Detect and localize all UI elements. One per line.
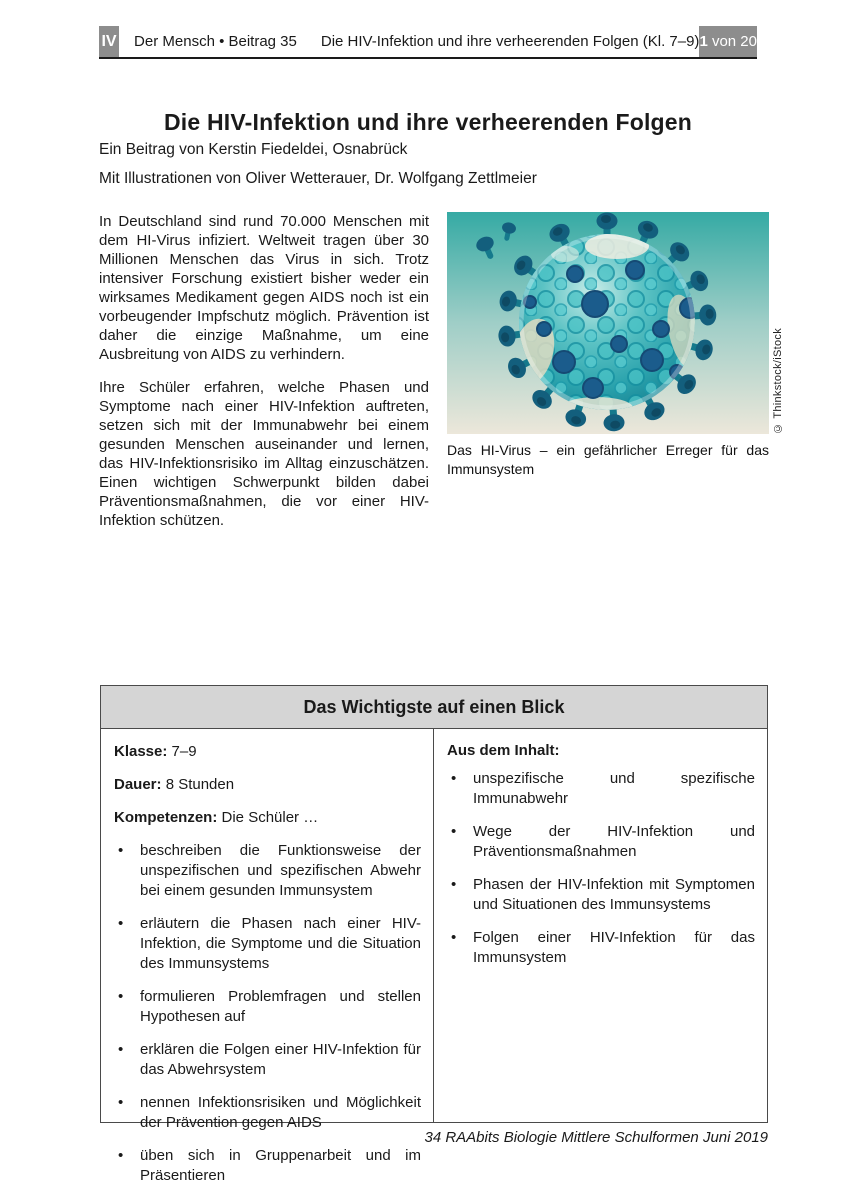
byline: Ein Beitrag von Kerstin Fiedeldei, Osnabrück [99,141,408,158]
page-number: 1 [699,33,708,50]
virus-image [447,212,784,434]
running-head [99,26,757,59]
virus-illustration [447,212,769,434]
overview-right-column [434,729,767,1122]
bullet-icon: • [118,1041,124,1058]
overview-box-title: Das Wichtigste auf einen Blick [101,686,767,729]
page-count-badge [699,26,757,57]
bullet-icon: • [451,929,457,946]
bullet-icon: • [118,988,124,1005]
bullet-icon: • [118,1094,124,1111]
bullet-icon: • [118,915,124,932]
overview-left-column [101,729,434,1184]
section-badge: IV [99,26,119,57]
dauer-label: Dauer: [114,776,162,793]
bullet-icon: • [451,823,457,840]
competency-item: • beschreiben die Funktionsweise der unspezifischen und spezifischen Abwehr bei einem gesunden Immunsystem [118,842,421,899]
dauer-row [114,775,421,795]
content-item: • Phasen der HIV-Infektion mit Symptomen und Situationen des Immunsystems [451,876,755,913]
bullet-icon: • [118,842,124,859]
kompetenzen-value: Die Schüler … [221,809,319,826]
competency-item: • erläutern die Phasen nach einer HIV-Infektion, die Symptome und die Situation des Immunsystems [118,915,421,972]
bullet-icon: • [451,876,457,893]
dauer-value: 8 Stunden [165,776,235,793]
intro-paragraph-1: In Deutschland sind rund 70.000 Menschen mit dem HI-Virus infiziert. Weltweit tragen über 30 Millionen Menschen das Virus in sich. Trotz intensiver Forschung existiert bisher weder ein wirksames Medikament gegen AIDS noch ist ein vorbeugender Impfschutz möglich. Prävention ist daher die einzige Maßnahme, um eine Ausbreitung von AIDS zu verhindern. [99,213,429,363]
content-item: • unspezifische und spezifische Immunabwehr [451,770,755,807]
klasse-row [114,742,421,762]
page-footer: 34 RAAbits Biologie Mittlere Schulformen Juni 2019 [424,1129,768,1146]
intro-section [99,212,784,544]
competency-item: • nennen Infektionsrisiken und Möglichkeit der Prävention gegen AIDS [118,1094,421,1131]
bullet-icon: • [118,1147,124,1164]
intro-text-column [99,212,429,544]
series-label: Der Mensch • Beitrag 35 [134,33,297,50]
kompetenzen-label: Kompetenzen: [114,809,218,826]
competency-item: • üben sich in Gruppenarbeit und im Präsentieren [118,1147,421,1184]
page-title: Die HIV-Infektion und ihre verheerenden Folgen [163,109,693,136]
unit-title-label: Die HIV-Infektion und ihre verheerenden Folgen (Kl. 7–9) [320,33,700,50]
content-item: • Folgen einer HIV-Infektion für das Immunsystem [451,929,755,966]
competency-item: • formulieren Problemfragen und stellen Hypothesen auf [118,988,421,1025]
page-total: von 20 [707,33,757,50]
photo-credit: © Thinkstock/iStock [772,327,784,434]
illustrations-credit: Mit Illustrationen von Oliver Wetterauer, Dr. Wolfgang Zettlmeier [99,170,537,187]
intro-paragraph-2: Ihre Schüler erfahren, welche Phasen und Symptome nach einer HIV-Infektion auftreten, setzen sich mit der Immunabwehr bei einem gesunden Menschen auseinander und lernen, das HIV-Infektionsrisiko im Alltag einzuschätzen. Einen wichtigen Schwerpunkt bilden dabei Präventionsmaßnahmen, die vor einer HIV-Infektion schützen. [99,379,429,529]
content-heading: Aus dem Inhalt: [447,742,560,759]
competency-item: • erklären die Folgen einer HIV-Infektion für das Abwehrsystem [118,1041,421,1078]
content-list [447,769,755,968]
kompetenzen-row [114,808,421,828]
klasse-value: 7–9 [171,743,197,760]
figure-caption: Das HI-Virus – ein gefährlicher Erreger für das Immunsystem [447,442,769,477]
klasse-label: Klasse: [114,743,168,760]
content-item: • Wege der HIV-Infektion und Präventionsmaßnahmen [451,823,755,860]
virus-figure [447,212,784,544]
bullet-icon: • [451,770,457,787]
